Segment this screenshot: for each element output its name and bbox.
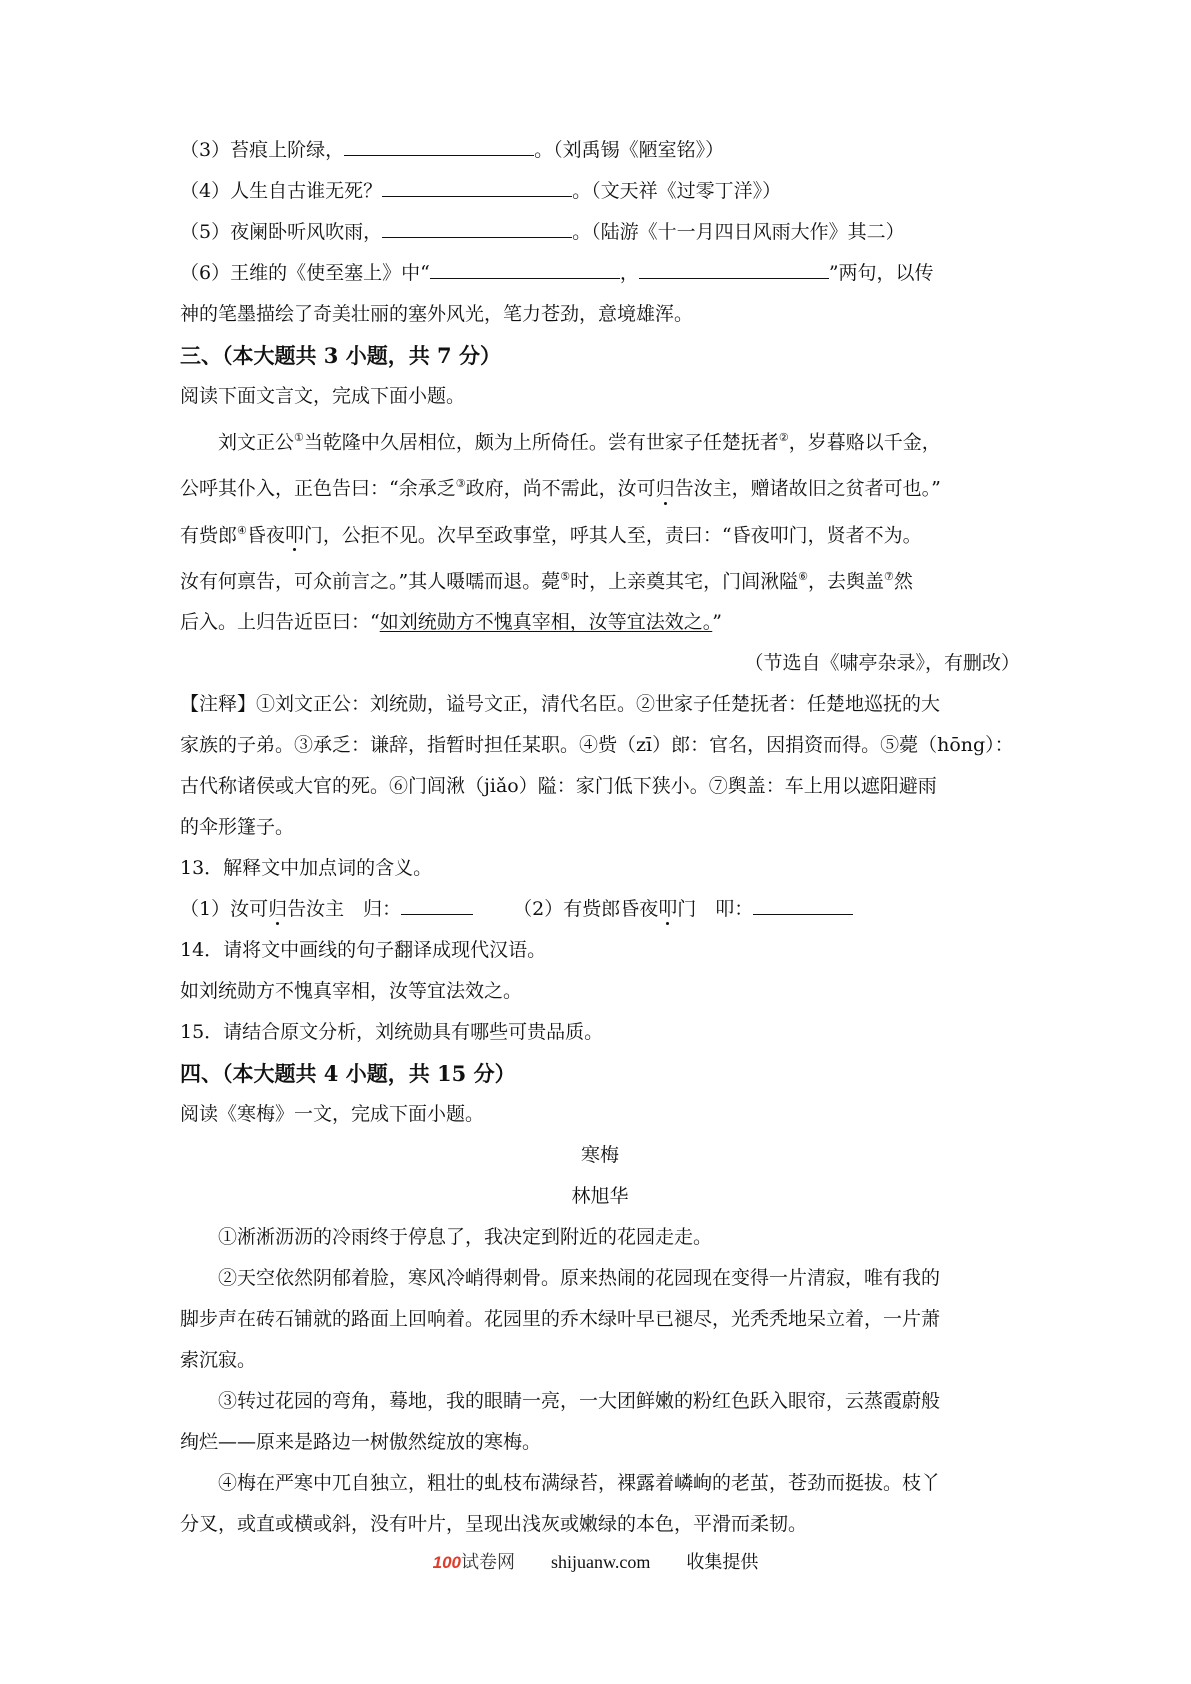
text-span: 然 (893, 570, 913, 593)
passage-line (180, 602, 1020, 643)
fill-in-q3 (180, 130, 1020, 171)
text-span: 汝有何禀告，可众前言之。”其人嗫嚅而退。薨 (180, 570, 561, 593)
q3-answer-blank[interactable] (344, 137, 534, 156)
text-span: ，去舆盖 (807, 570, 884, 593)
text-span: 后入。上归告近臣曰：“ (180, 611, 380, 634)
q13-2-answer-blank[interactable] (753, 896, 853, 915)
dotted-word: 归 (655, 477, 675, 500)
note-marker: ⑤ (560, 569, 571, 583)
question-14-sentence: 如刘统勋方不愧真宰相，汝等宜法效之。 (180, 980, 523, 1003)
q4-prompt: （4）人生自古谁无死？ (180, 180, 383, 202)
passage-source: （节选自《啸亭杂录》，有删改） (744, 652, 1020, 675)
text-span: 告汝主 归： (287, 898, 402, 921)
fill-in-q4 (180, 171, 1020, 212)
text-span: ” (712, 611, 722, 634)
question-15: 15．请结合原文分析，刘统勋具有哪些可贵品质。 (180, 1021, 604, 1044)
note-marker: ⑦ (884, 569, 894, 583)
essay-line: ④梅在严寒中兀自独立，粗壮的虬枝布满绿苔，裸露着嶙峋的老茧，苍劲而挺拔。枝丫 (218, 1472, 941, 1495)
fill-in-q6 (180, 253, 1020, 294)
q5-prompt: （5）夜阑卧听风吹雨， (180, 221, 383, 243)
q3-source: 。（刘禹锡《陋室铭》） (534, 139, 725, 161)
essay-title: 寒梅 (580, 1144, 619, 1167)
annotation-line: 家族的子弟。③承乏：谦辞，指暂时担任某职。④赀（zī）郎：官名，因捐资而得。⑤薨（hōng）： (180, 734, 1014, 757)
annotation-line: 【注释】①刘文正公：刘统勋，谥号文正，清代名臣。②世家子任楚抚者：任楚地巡抚的大 (180, 693, 941, 716)
q5-source: 。（陆游《十一月四日风雨大作》其二） (572, 221, 905, 243)
dotted-word: 叩 (658, 898, 678, 921)
section3-title: 三、（本大题共 3 小题，共 7 分） (180, 343, 501, 368)
site-domain: shijuanw.com (551, 1552, 651, 1572)
page-footer (0, 1548, 1191, 1574)
text-span: 当乾隆中久居相位，颇为上所倚任。尝有世家子任楚抚者 (303, 431, 779, 454)
passage-line (180, 556, 1020, 602)
text-span: （1）汝可 (180, 898, 269, 921)
note-marker: ⑥ (798, 569, 808, 583)
fill-in-q5 (180, 212, 1020, 253)
logo-mark: 100 (432, 1553, 462, 1572)
question-13-items (180, 889, 1020, 930)
q4-answer-blank[interactable] (382, 178, 572, 197)
essay-line: 分叉，或直或横或斜，没有叶片，呈现出浅灰或嫩绿的本色，平滑而柔韧。 (180, 1513, 808, 1536)
note-marker: ④ (237, 523, 247, 537)
text-span: （2）有赀郎昏夜 (513, 898, 659, 921)
essay-line: 索沉寂。 (180, 1349, 257, 1372)
text-span: ，岁暮赂以千金， (788, 431, 941, 454)
q6-answer-blank-2[interactable] (639, 260, 829, 279)
q6-prompt: （6）王维的《使至塞上》中“ (180, 262, 430, 284)
passage-line (180, 463, 1020, 509)
essay-author: 林旭华 (571, 1185, 629, 1208)
section4-title: 四、（本大题共 4 小题，共 15 分） (180, 1061, 516, 1087)
fill-in-q6-line2: 神的笔墨描绘了奇美壮丽的塞外风光，笔力苍劲，意境雄浑。 (180, 303, 694, 325)
annotations (180, 684, 1020, 848)
essay-paragraph-1: ①淅淅沥沥的冷雨终于停息了，我决定到附近的花园走走。 (218, 1226, 713, 1249)
exam-page (180, 130, 1020, 1545)
text-span: 昏夜 (246, 523, 285, 546)
site-logo (433, 1552, 515, 1572)
essay-line: ②天空依然阴郁着脸，寒风冷峭得刺骨。原来热闹的花园现在变得一片清寂，唯有我的 (218, 1267, 941, 1290)
text-span: 门，公拒不见。次早至政事堂，呼其人至，责曰：“昏夜叩门，贤者不为。 (303, 523, 922, 546)
passage-line (180, 510, 1020, 556)
text-span: 刘文正公 (218, 431, 295, 454)
section4-intro: 阅读《寒梅》一文，完成下面小题。 (180, 1103, 485, 1126)
text-span: 时，上亲奠其宅，门闾湫隘 (570, 570, 799, 593)
annotation-line: 的伞形篷子。 (180, 816, 295, 839)
q6-prompt-end: ”两句，以传 (828, 262, 934, 284)
passage-line (180, 417, 1020, 463)
section3-intro: 阅读下面文言文，完成下面小题。 (180, 385, 466, 407)
site-name: 试卷网 (461, 1552, 516, 1572)
dotted-word: 归 (268, 898, 288, 921)
essay-line: 绚烂——原来是路边一树傲然绽放的寒梅。 (180, 1431, 542, 1454)
text-span: 有赀郎 (180, 523, 238, 546)
classical-passage (180, 417, 1020, 684)
q6-answer-blank-1[interactable] (430, 260, 620, 279)
provider-text: 收集提供 (686, 1552, 759, 1572)
text-span: 公呼其仆入，正色告曰：“余承乏 (180, 477, 456, 500)
text-span: 门 叩： (677, 898, 754, 921)
text-span: 告汝主，赠诸故旧之贫者可也。” (674, 477, 941, 500)
annotation-line: 古代称诸侯或大官的死。⑥门闾湫（jiǎo）隘：家门低下狭小。⑦舆盖：车上用以遮阳避雨 (180, 775, 937, 798)
underlined-sentence: 如刘统勋方不愧真宰相，汝等宜法效之。 (379, 611, 713, 634)
text-span: 政府，尚不需此，汝可 (465, 477, 656, 500)
note-marker: ① (294, 431, 304, 444)
dotted-word: 叩 (284, 523, 304, 546)
note-marker: ② (778, 431, 789, 444)
essay-line: 脚步声在砖石铺就的路面上回响着。花园里的乔木绿叶早已褪尽，光秃秃地呆立着，一片萧 (180, 1308, 941, 1331)
question-13: 13．解释文中加点词的含义。 (180, 857, 433, 880)
question-14: 14．请将文中画线的句子翻译成现代汉语。 (180, 939, 547, 962)
q13-1-answer-blank[interactable] (401, 896, 473, 915)
essay-body (180, 1217, 1020, 1545)
q3-prompt: （3）苔痕上阶绿， (180, 139, 345, 161)
q4-source: 。（文天祥《过零丁洋》） (572, 180, 782, 202)
essay-line: ③转过花园的弯角，蓦地，我的眼睛一亮，一大团鲜嫩的粉红色跃入眼帘，云蒸霞蔚般 (218, 1390, 941, 1413)
q6-comma: ， (619, 262, 639, 284)
q5-answer-blank[interactable] (382, 219, 572, 238)
note-marker: ③ (455, 477, 466, 491)
